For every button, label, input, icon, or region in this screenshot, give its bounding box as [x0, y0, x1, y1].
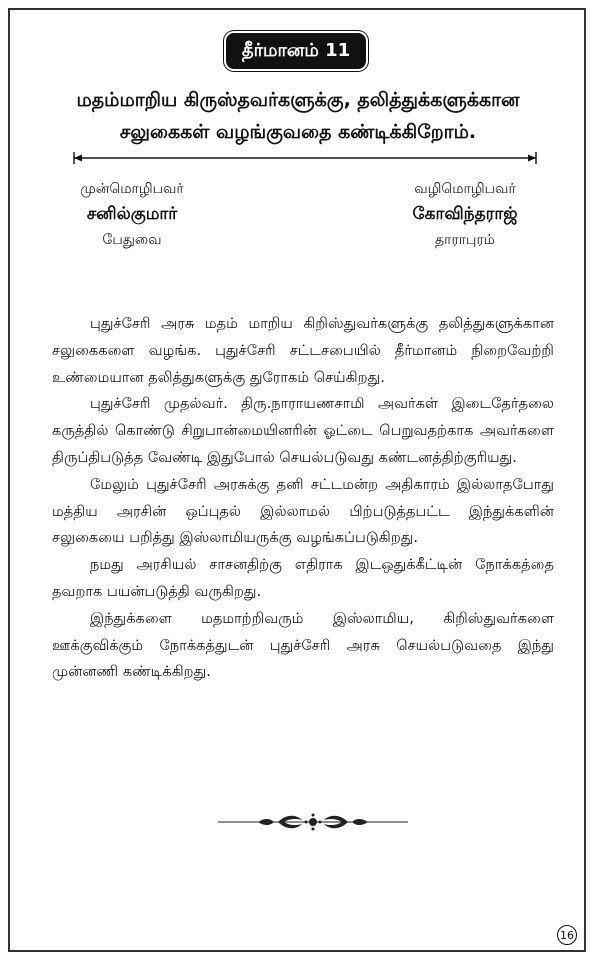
resolution-badge: தீர்மானம் 11 — [226, 33, 366, 69]
seconder-role: வழிமொழிபவர் — [414, 181, 516, 197]
body-paragraph-3: மேலும் புதுச்சேரி அரசுக்கு தனி சட்டமன்ற அதிகாரம் இல்லாதபோது மத்திய அரசின் ஒப்புதல் இல்லாமல் பிற்படுத்தபட்ட இந்துக்களின் சலுகையை பறித்து இஸ்லாமியருக்கு வழங்கப்படுகிறது. — [52, 475, 554, 547]
resolution-title-line2: சலுகைகள் வழங்குவதை கண்டிக்கிறோம். — [119, 121, 477, 143]
proposer-name: சனில்குமார் — [86, 204, 178, 224]
resolution-title-line1: மதம்மாறிய கிருஸ்தவர்களுக்கு, தலித்துக்களுக்கான — [76, 89, 520, 111]
body-paragraph-2: புதுச்சேரி முதல்வர். திரு.நாராயணசாமி அவர்கள் இடைதேர்தலை கருத்தில் கொண்டு சிறுபான்மையினரின் ஓட்டை பெறுவதற்காக அவர்களை திருப்திபடுத்த வேண்டி இதுபோல் செயல்படுவது கண்டனத்திற்குரியது. — [52, 395, 554, 466]
proposer-block — [22, 178, 242, 252]
body-paragraph-4: நமது அரசியல் சாசனதிற்கு எதிராக இடஒதுக்கீட்டின் நோக்கத்தை தவறாக பயன்படுத்தி வருகிறது. — [52, 556, 554, 600]
title-divider — [70, 151, 540, 165]
seconder-name: கோவிந்தராஜ் — [412, 204, 518, 224]
body-paragraph-5: இந்துக்களை மதமாற்றிவரும் இஸ்லாமிய, கிறிஸ்துவர்களை ஊக்குவிக்கும் நோக்கத்துடன் புதுச்சேரி அரசு செயல்படுவதை இந்து முன்னணி கண்டிக்கிறது. — [52, 609, 554, 681]
resolution-body — [52, 311, 554, 686]
seconder-place: தாராபுரம் — [435, 232, 495, 248]
proposer-place: பேதுவை — [102, 232, 162, 248]
proposer-role: முன்மொழிபவர் — [80, 181, 184, 197]
page-number: 16 — [557, 925, 577, 945]
seconder-block — [355, 178, 575, 252]
body-paragraph-1: புதுச்சேரி அரசு மதம் மாறிய கிறிஸ்துவர்களுக்கு தலித்துகளுக்கான சலுகைகளை வழங்க. புதுச்சேரி சட்டசபையில் தீர்மானம் நிறைவேற்றி உண்மையான தலித்துகளுக்கு துரோகம் செய்கிறது. — [52, 315, 554, 386]
ornament-divider-icon — [218, 812, 408, 832]
